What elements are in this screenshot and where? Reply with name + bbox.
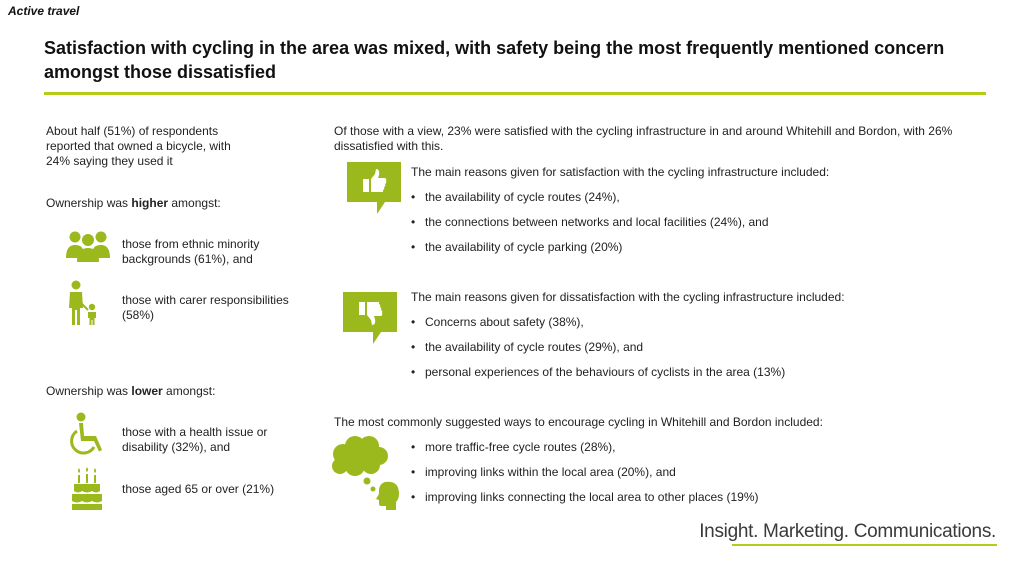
- list-item: • the availability of cycle parking (20%): [411, 240, 981, 265]
- ownership-intro: About half (51%) of respondents reported that owned a bicycle, with 24% saying they used it: [46, 124, 231, 168]
- ownership-higher-prefix: Ownership was: [46, 196, 132, 210]
- page-title: Satisfaction with cycling in the area was mixed, with safety being the most frequently mentioned concern amongst those dissatisfied: [44, 38, 945, 82]
- ownership-lower-suffix: amongst:: [162, 384, 216, 398]
- suggestions-heading: The most commonly suggested ways to encourage cycling in Whitehill and Bordon included:: [334, 415, 823, 429]
- title-divider: [44, 92, 986, 95]
- satisfied-heading: The main reasons given for satisfaction with the cycling infrastructure included:: [411, 165, 830, 179]
- lower-item-aged-65: those aged 65 or over (21%): [122, 482, 275, 496]
- suggestions-list: [411, 440, 981, 515]
- brand-logo-text: Insight. Marketing. Communications.: [699, 521, 996, 542]
- list-item: • the availability of cycle routes (24%),: [411, 190, 981, 215]
- list-item: • improving links within the local area (20%), and: [411, 465, 981, 490]
- thumbs-down-icon: [343, 292, 397, 344]
- dissatisfied-reasons-list: [411, 315, 981, 390]
- ownership-lower-word: lower: [131, 384, 163, 398]
- lower-item-disability: those with a health issue or disability (32%), and: [122, 425, 268, 454]
- satisfied-reasons-list: [411, 190, 981, 265]
- higher-item-carer: those with carer responsibilities (58%): [122, 293, 289, 322]
- birthday-cake-icon: [70, 466, 104, 512]
- list-item: • more traffic-free cycle routes (28%),: [411, 440, 981, 465]
- list-item: • improving links connecting the local area to other places (19%): [411, 490, 981, 515]
- ownership-higher-word: higher: [131, 196, 169, 210]
- wheelchair-icon: [68, 412, 108, 458]
- ownership-lower-prefix: Ownership was: [46, 384, 132, 398]
- dissatisfied-heading: The main reasons given for dissatisfaction with the cycling infrastructure included:: [411, 290, 845, 304]
- list-item: • the availability of cycle routes (29%), and: [411, 340, 981, 365]
- section-tag: Active travel: [8, 4, 80, 18]
- thinking-head-icon: [329, 436, 401, 512]
- brand-underline: [732, 544, 997, 546]
- thumbs-up-icon: [347, 162, 401, 214]
- list-item: • personal experiences of the behaviours of cyclists in the area (13%): [411, 365, 981, 390]
- ownership-higher-heading: [46, 196, 296, 211]
- carer-icon: [66, 280, 100, 326]
- group-icon: [64, 228, 112, 262]
- ownership-higher-suffix: amongst:: [168, 196, 221, 210]
- list-item: • Concerns about safety (38%),: [411, 315, 981, 340]
- ownership-lower-heading: [46, 384, 296, 399]
- higher-item-ethnic-minority: those from ethnic minority backgrounds (61%), and: [122, 237, 260, 266]
- satisfaction-intro: Of those with a view, 23% were satisfied with the cycling infrastructure in and around Whitehill and Bordon, with 26% dissatisfied with this.: [334, 124, 953, 153]
- list-item: • the connections between networks and local facilities (24%), and: [411, 215, 981, 240]
